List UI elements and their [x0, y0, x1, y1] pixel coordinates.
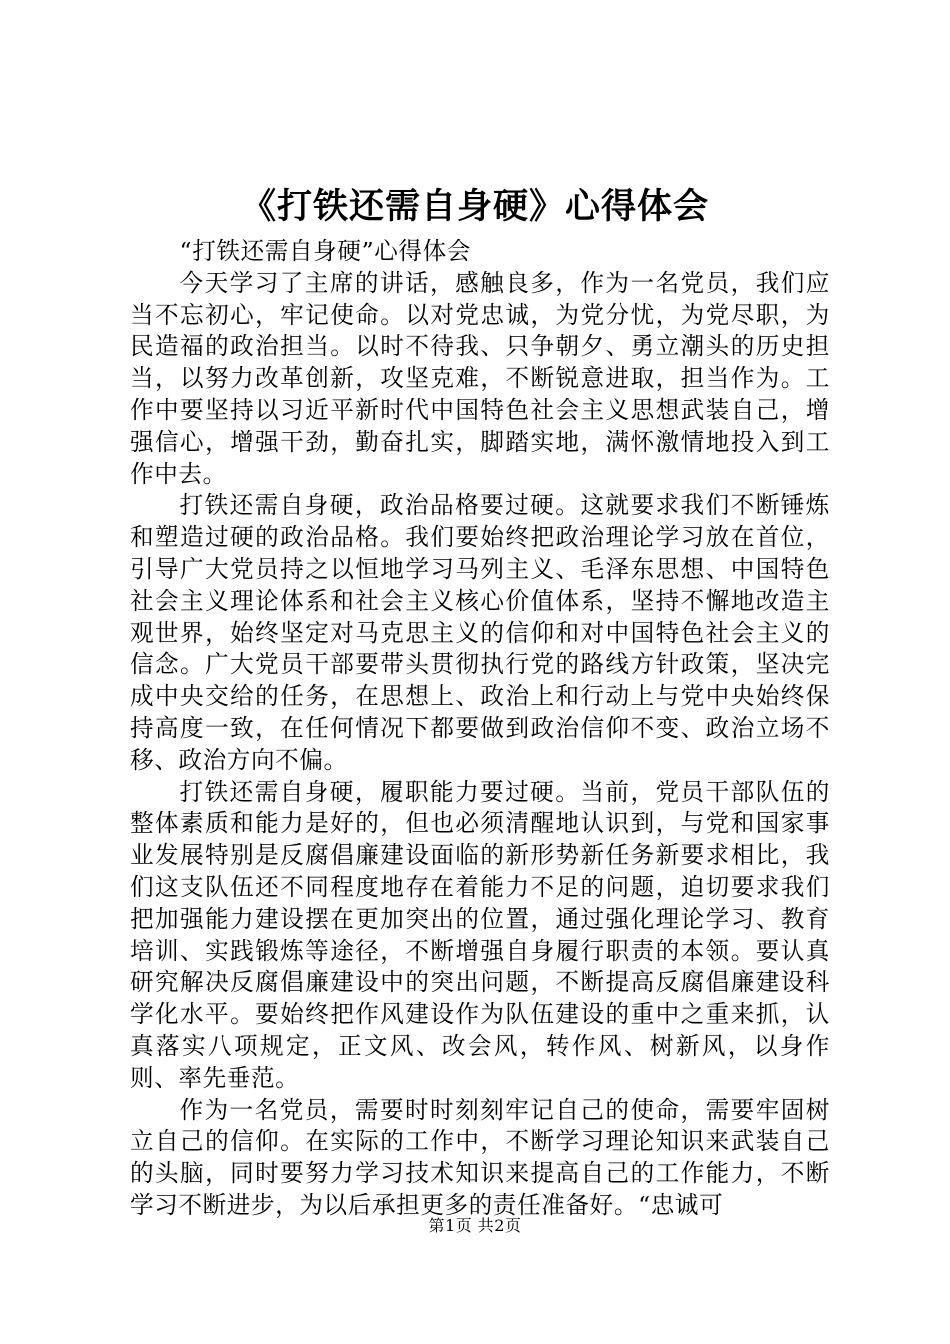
document-body	[130, 236, 830, 1222]
paragraph-1: 今天学习了主席的讲话，感触良多，作为一名党员，我们应当不忘初心，牢记使命。以对党忠诚，为党分忧，为党尽职，为民造福的政治担当。以时不待我、只争朝夕、勇立潮头的历史担当，以努力改革创新，攻坚克难，不断锐意进取，担当作为。工作中要坚持以习近平新时代中国特色社会主义思想武装自己，增强信心，增强干劲，勤奋扎实，脚踏实地，满怀激情地投入到工作中去。	[130, 268, 830, 488]
paragraph-4: 作为一名党员，需要时时刻刻牢记自己的使命，需要牢固树立自己的信仰。在实际的工作中，不断学习理论知识来武装自己的头脑，同时要努力学习技术知识来提高自己的工作能力，不断学习不断进步，为以后承担更多的责任准备好。“忠诚可	[130, 1095, 830, 1219]
document-title: 《打铁还需自身硬》心得体会	[240, 186, 709, 227]
paragraph-2: 打铁还需自身硬，政治品格要过硬。这就要求我们不断锤炼和塑造过硬的政治品格。我们要始终把政治理论学习放在首位，引导广大党员持之以恒地学习马列主义、毛泽东思想、中国特色社会主义理论体系和社会主义核心价值体系，坚持不懈地改造主观世界，始终坚定对马克思主义的信仰和对中国特色社会主义的信念。广大党员干部要带头贯彻执行党的路线方针政策，坚决完成中央交给的任务，在思想上、政治上和行动上与党中央始终保持高度一致，在任何情况下都要做到政治信仰不变、政治立场不移、政治方向不偏。	[130, 491, 830, 774]
paragraph-subtitle: “打铁还需自身硬”心得体会	[179, 237, 472, 265]
page-number-footer: 第1页 共2页	[428, 1216, 522, 1235]
paragraph-3: 打铁还需自身硬，履职能力要过硬。当前，党员干部队伍的整体素质和能力是好的，但也必须清醒地认识到，与党和国家事业发展特别是反腐倡廉建设面临的新形势新任务新要求相比，我们这支队伍还不同程度地存在着能力不足的问题，迫切要求我们把加强能力建设摆在更加突出的位置，通过强化理论学习、教育培训、实践锻炼等途径，不断增强自身履行职责的本领。要认真研究解决反腐倡廉建设中的突出问题，不断提高反腐倡廉建设科学化水平。要始终把作风建设作为队伍建设的重中之重来抓，认真落实八项规定，正文风、改会风，转作风、树新风，以身作则、率先垂范。	[130, 777, 830, 1092]
